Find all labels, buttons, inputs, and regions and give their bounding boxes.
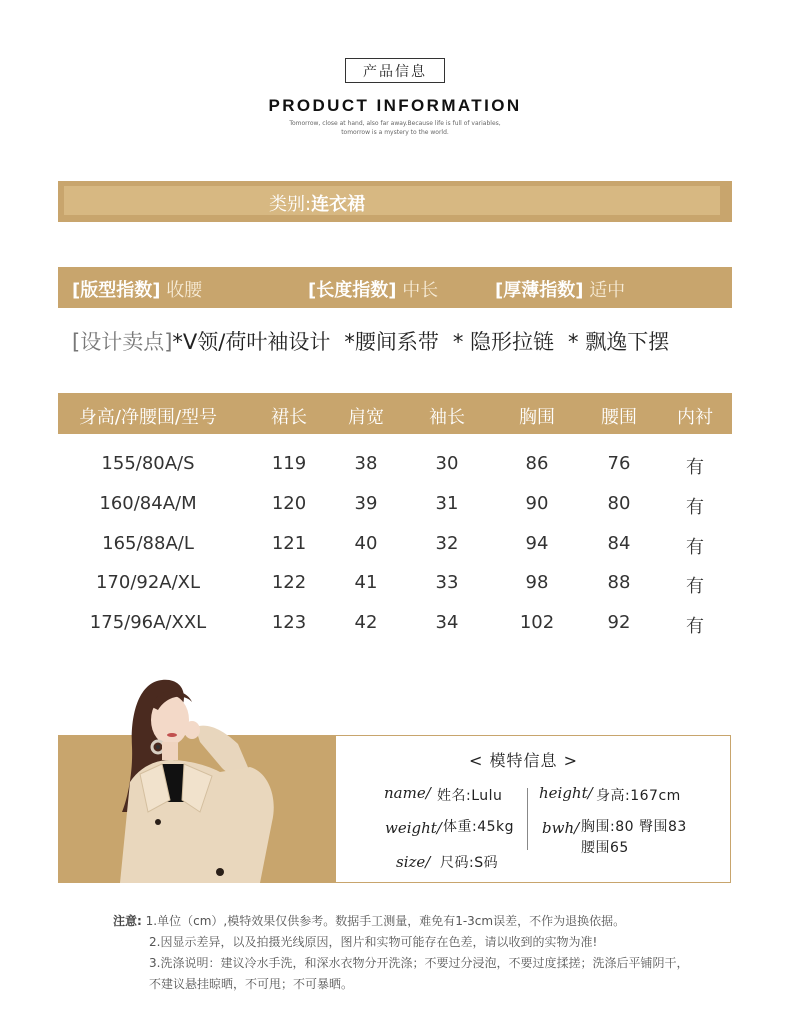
note-line	[113, 911, 688, 932]
table-cell: 94	[525, 533, 549, 554]
category-bar-inner	[64, 186, 720, 215]
index-fit-value: 收腰	[166, 280, 203, 301]
table-cell: 32	[435, 533, 459, 554]
design-label: [设计卖点]	[72, 330, 173, 354]
index-fit-label: [版型指数]	[72, 280, 161, 301]
table-cell: 有	[686, 616, 704, 637]
table-header-cell: 胸围	[519, 407, 555, 428]
table-cell: 33	[435, 572, 459, 593]
note-text: 1.单位（cm）,模特效果仅供参考。数据手工测量，难免有1-3cm误差，不作为退换依据。	[145, 914, 626, 928]
table-cell: 34	[435, 612, 459, 633]
table-cell: 有	[686, 457, 704, 478]
table-cell: 119	[271, 453, 307, 474]
table-cell: 155/80A/S	[101, 453, 195, 474]
model-info-panel	[336, 735, 731, 883]
table-cell: 175/96A/XXL	[89, 612, 207, 633]
index-thickness-value: 适中	[589, 280, 626, 301]
index-thickness	[495, 276, 625, 302]
table-cell: 有	[686, 576, 704, 597]
table-cell: 有	[686, 497, 704, 518]
table-header-cell: 肩宽	[348, 407, 384, 428]
model-height-key: height/	[539, 784, 593, 802]
table-cell: 40	[354, 533, 378, 554]
model-height-value: 身高:167cm	[596, 788, 681, 804]
model-weight-value: 体重:45kg	[443, 819, 515, 835]
table-cell: 123	[271, 612, 307, 633]
table-row	[0, 612, 790, 636]
notes-section	[113, 911, 688, 995]
model-name-key: name/	[384, 784, 431, 802]
note-line: 不建议悬挂晾晒，不可甩；不可暴晒。	[149, 977, 354, 991]
model-bwh-key: bwh/	[542, 819, 580, 837]
model-info-divider	[527, 788, 528, 850]
table-cell: 160/84A/M	[99, 493, 197, 514]
index-fit	[72, 276, 202, 302]
table-header-cell: 身高/净腰围/型号	[78, 407, 218, 428]
table-cell: 165/88A/L	[102, 533, 194, 554]
table-header-cell: 内衬	[677, 407, 713, 428]
category-bar	[58, 181, 732, 222]
model-weight-key: weight/	[385, 819, 442, 837]
table-row	[0, 533, 790, 557]
design-item: *V领/荷叶袖设计	[172, 330, 331, 354]
index-length-value: 中长	[402, 280, 439, 301]
page-title: PRODUCT INFORMATION	[268, 96, 522, 115]
table-cell: 30	[435, 453, 459, 474]
table-header-cell: 裙长	[271, 407, 307, 428]
page-subtitle-line-1: Tomorrow, close at hand, also far away.Because life is full of variables,	[289, 120, 501, 127]
table-row	[0, 453, 790, 477]
table-cell: 84	[607, 533, 631, 554]
note-line: 2.因显示差异，以及拍摄光线原因，图片和实物可能存在色差，请以收到的实物为准!	[149, 935, 598, 949]
model-bwh-value-1: 胸围:80 臀围83	[581, 819, 687, 835]
design-item: * 隐形拉链	[452, 330, 555, 354]
note-line: 3.洗涤说明：建议冷水手洗，和深水衣物分开洗涤；不要过分浸泡，不要过度揉搓；洗涤后平铺阴干，	[149, 956, 689, 970]
index-thickness-label: [厚薄指数]	[495, 280, 584, 301]
table-cell: 88	[607, 572, 631, 593]
table-cell: 42	[354, 612, 378, 633]
model-bwh-value-2: 腰围65	[581, 840, 629, 856]
category-label: 类别:	[269, 194, 312, 215]
page-subtitle-line-2: tomorrow is a mystery to the world.	[341, 129, 449, 136]
table-cell: 有	[686, 537, 704, 558]
table-cell: 120	[271, 493, 307, 514]
table-cell: 92	[607, 612, 631, 633]
table-row	[0, 493, 790, 517]
table-cell: 102	[519, 612, 555, 633]
table-cell: 121	[271, 533, 307, 554]
category-text	[269, 190, 365, 216]
section-badge: 产品信息	[345, 58, 445, 83]
table-cell: 90	[525, 493, 549, 514]
design-item: * 飘逸下摆	[568, 330, 670, 354]
table-cell: 31	[435, 493, 459, 514]
table-row	[0, 572, 790, 596]
table-cell: 39	[354, 493, 378, 514]
index-length	[308, 276, 438, 302]
index-length-label: [长度指数]	[308, 280, 397, 301]
table-cell: 41	[354, 572, 378, 593]
index-bar	[58, 267, 732, 308]
table-cell: 76	[607, 453, 631, 474]
design-features	[72, 326, 669, 356]
category-value: 连衣裙	[311, 194, 366, 215]
table-cell: 170/92A/XL	[95, 572, 201, 593]
model-name-value: 姓名:Lulu	[437, 788, 503, 804]
model-size-key: size/	[396, 853, 431, 871]
design-item: *腰间系带	[344, 330, 439, 354]
model-photo	[100, 672, 320, 883]
notes-heading: 注意:	[113, 914, 142, 928]
table-header-cell: 腰围	[601, 407, 637, 428]
table-cell: 86	[525, 453, 549, 474]
table-cell: 38	[354, 453, 378, 474]
model-size-value: 尺码:S码	[440, 855, 499, 871]
table-cell: 80	[607, 493, 631, 514]
table-cell: 122	[271, 572, 307, 593]
model-info-title: < 模特信息 >	[469, 751, 578, 770]
table-header-cell: 袖长	[429, 407, 465, 428]
table-cell: 98	[525, 572, 549, 593]
